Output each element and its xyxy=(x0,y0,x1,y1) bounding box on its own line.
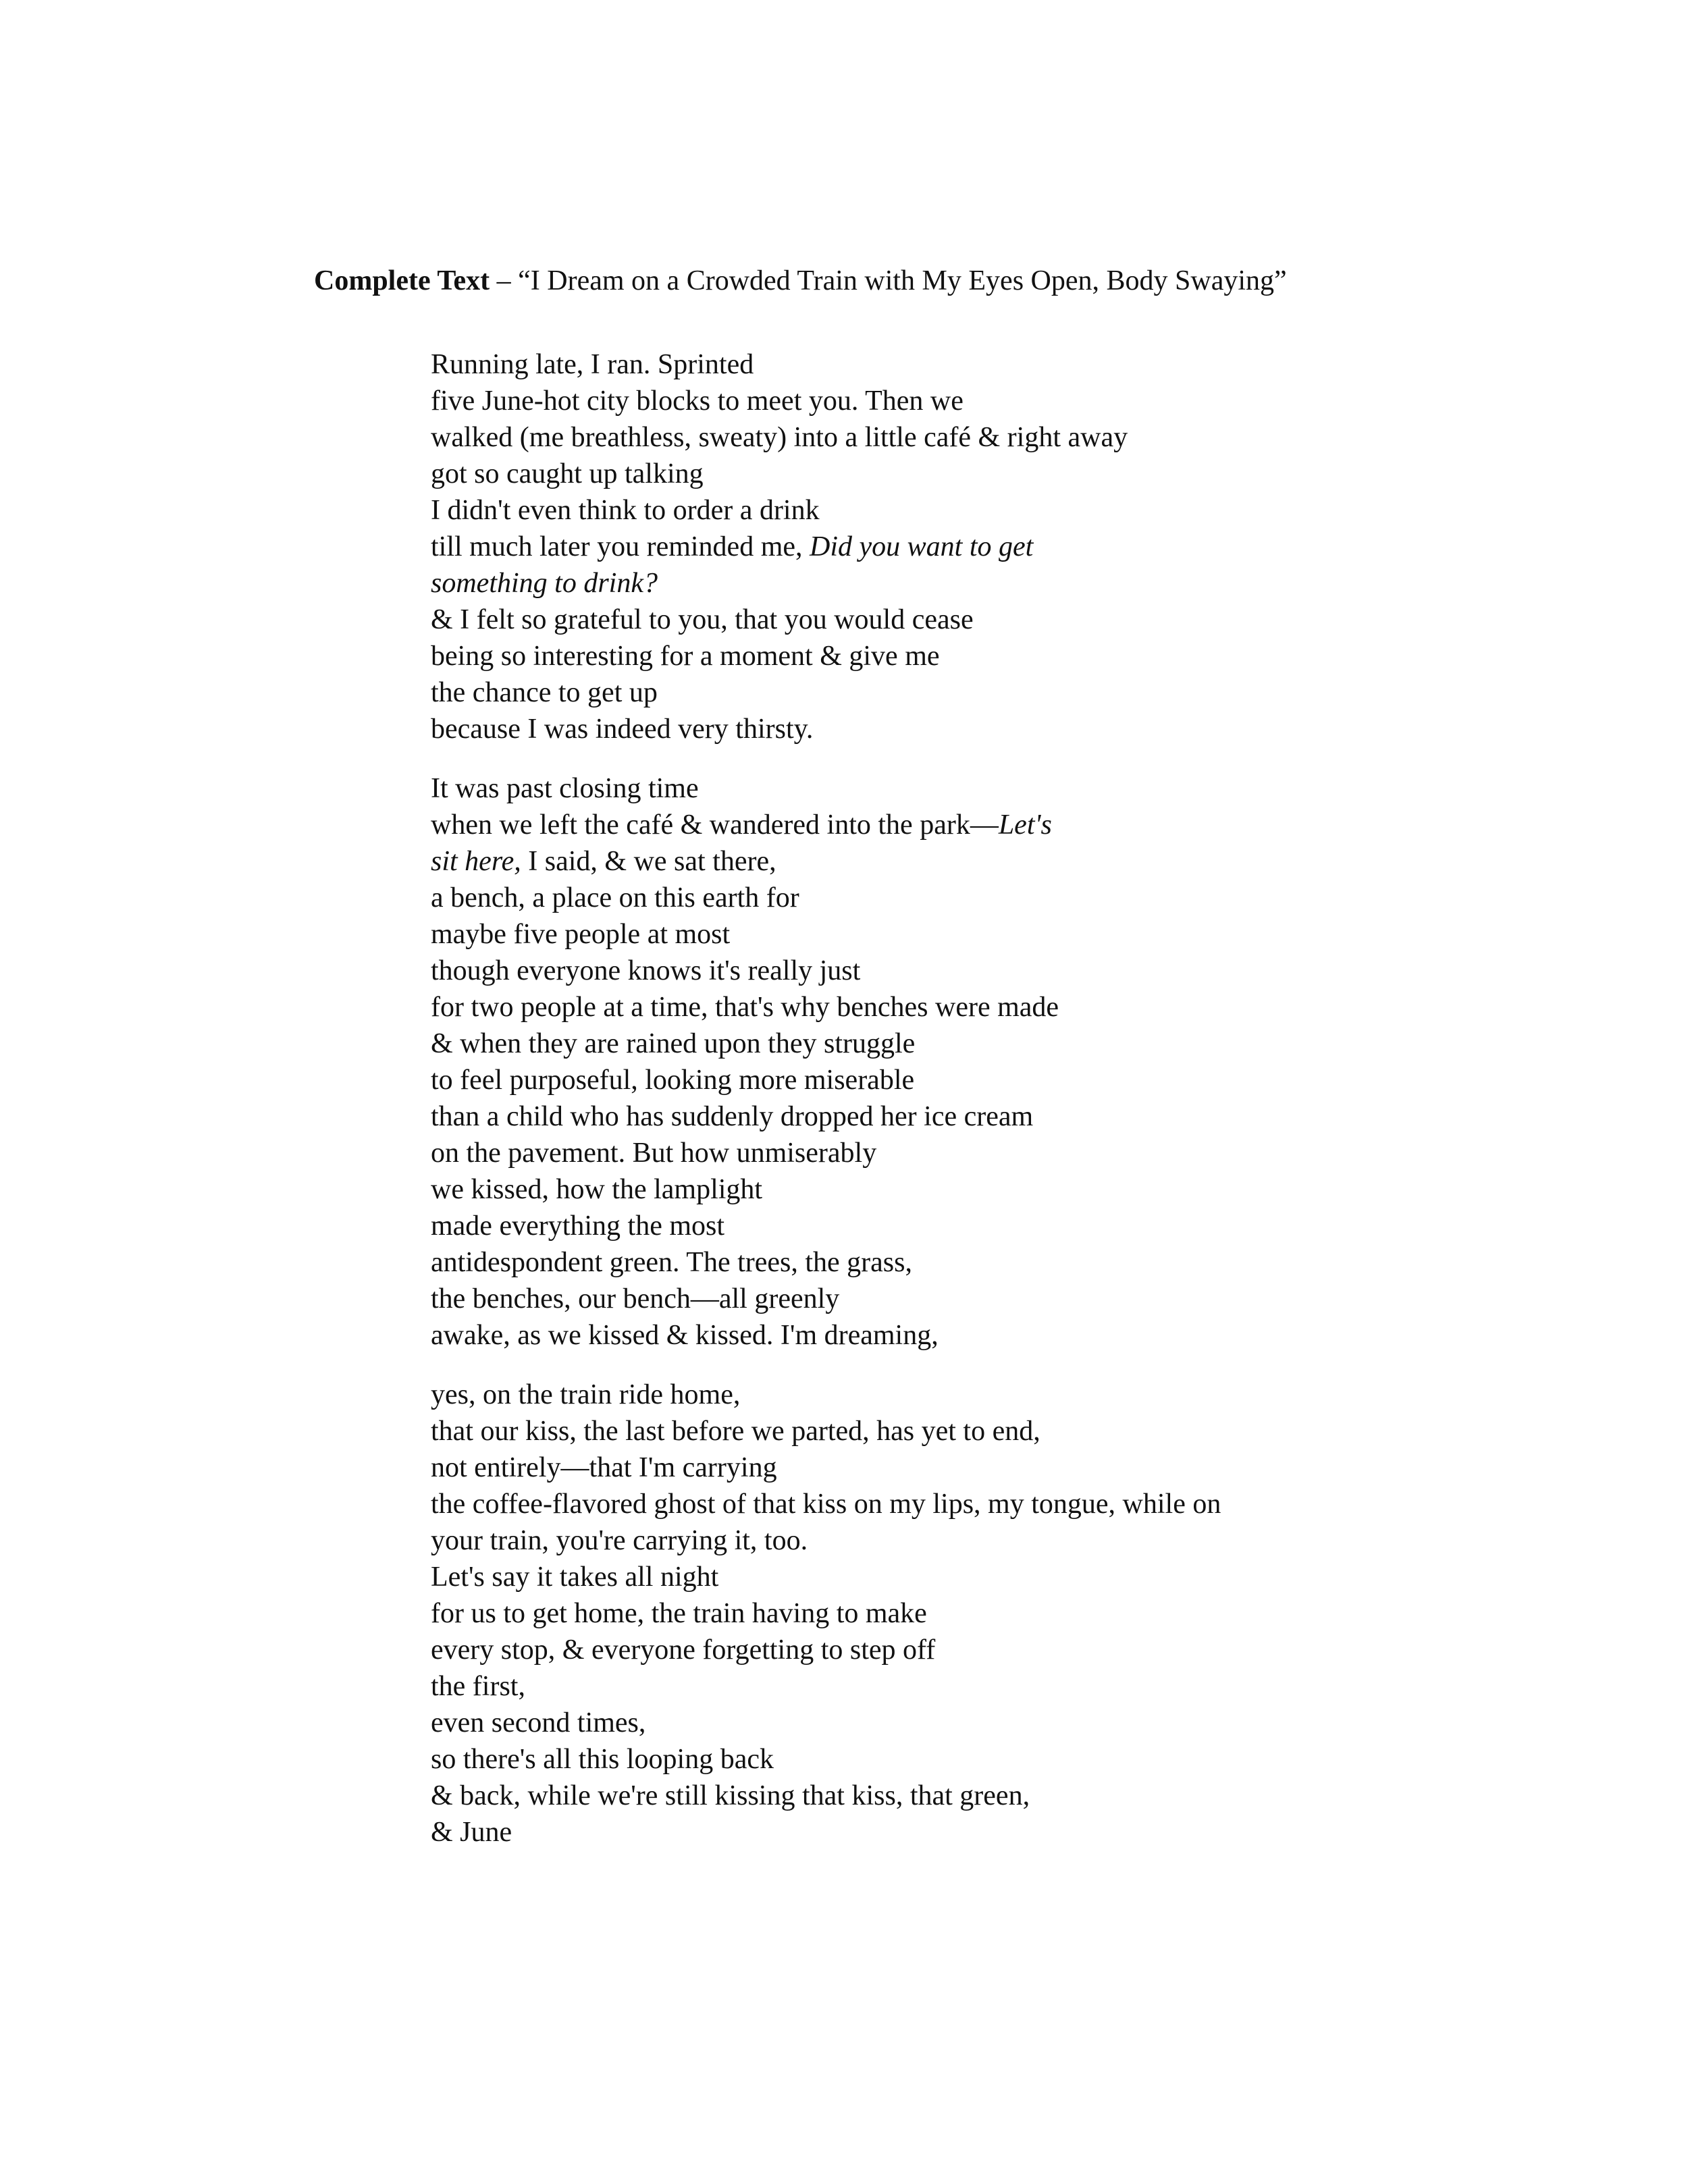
poem-line-text: so there's all this looping back xyxy=(431,1744,774,1775)
poem-line-text: every stop, & everyone forgetting to step off xyxy=(431,1634,936,1666)
poem-line-italic-text: sit here, xyxy=(431,846,521,877)
poem-line xyxy=(431,807,1221,843)
poem-line xyxy=(431,1595,1221,1632)
poem-line xyxy=(431,989,1221,1026)
poem-line xyxy=(431,1449,1221,1486)
poem-line-text: Running late, I ran. Sprinted xyxy=(431,349,754,380)
poem-line-text: being so interesting for a moment & give me xyxy=(431,641,940,672)
poem-line-text: & when they are rained upon they struggle xyxy=(431,1028,916,1059)
poem-line xyxy=(431,1171,1221,1208)
poem-line-text: antidespondent green. The trees, the grass, xyxy=(431,1247,912,1278)
heading-label: Complete Text xyxy=(314,265,490,296)
poem-line-text: the coffee-flavored ghost of that kiss on my lips, my tongue, while on xyxy=(431,1489,1221,1520)
poem-line-text: when we left the café & wandered into the park— xyxy=(431,809,999,841)
poem-line-text: on the pavement. But how unmiserably xyxy=(431,1138,877,1169)
poem-line-text: walked (me breathless, sweaty) into a little café & right away xyxy=(431,422,1128,453)
poem-line-text: though everyone knows it's really just xyxy=(431,955,861,986)
poem-line xyxy=(431,1668,1221,1705)
poem-line xyxy=(431,1026,1221,1062)
poem-line xyxy=(431,638,1221,674)
poem-line xyxy=(431,1632,1221,1668)
poem-line xyxy=(431,843,1221,880)
poem-line-text: the first, xyxy=(431,1671,525,1702)
poem-line xyxy=(431,1208,1221,1244)
poem-line-text: maybe five people at most xyxy=(431,919,731,950)
poem-line xyxy=(431,1244,1221,1281)
poem-line-text: till much later you reminded me, xyxy=(431,531,810,562)
poem-line-italic-text: something to drink? xyxy=(431,568,658,599)
poem-line-text: to feel purposeful, looking more miserable xyxy=(431,1065,915,1096)
poem-line-text: yes, on the train ride home, xyxy=(431,1379,741,1410)
poem-line-text: made everything the most xyxy=(431,1210,725,1242)
poem-line xyxy=(431,1062,1221,1098)
poem-line-text: Let's say it takes all night xyxy=(431,1562,719,1593)
poem-line xyxy=(431,1522,1221,1559)
heading-separator: – xyxy=(490,265,519,296)
poem-line xyxy=(431,770,1221,807)
poem-line-text: the chance to get up xyxy=(431,677,658,708)
poem-line xyxy=(431,1741,1221,1778)
poem-line-text: awake, as we kissed & kissed. I'm dreaming, xyxy=(431,1320,939,1351)
poem-line xyxy=(431,880,1221,916)
poem-title: “I Dream on a Crowded Train with My Eyes Open, Body Swaying” xyxy=(518,265,1287,296)
poem-line xyxy=(431,1317,1221,1354)
poem-line xyxy=(431,1135,1221,1171)
poem-line xyxy=(431,674,1221,711)
poem-line-text: & I felt so grateful to you, that you would cease xyxy=(431,604,974,635)
poem-line-text: even second times, xyxy=(431,1707,646,1738)
poem-line xyxy=(431,383,1221,419)
page-heading xyxy=(314,261,1287,301)
poem-line-text: for two people at a time, that's why benches were made xyxy=(431,992,1059,1023)
poem-stanza xyxy=(431,1377,1221,1850)
poem-line-text: the benches, our bench—all greenly xyxy=(431,1283,840,1314)
poem-line xyxy=(431,916,1221,953)
poem-line-text: that our kiss, the last before we parted, has yet to end, xyxy=(431,1416,1040,1447)
poem-line-italic-text: Did you want to get xyxy=(810,531,1034,562)
poem-line-italic-text: Let's xyxy=(998,809,1052,841)
poem-line-text: I said, & we sat there, xyxy=(521,846,776,877)
poem-line-text: & June xyxy=(431,1817,512,1848)
poem-line xyxy=(431,565,1221,602)
poem-line xyxy=(431,953,1221,989)
poem-line-text: not entirely—that I'm carrying xyxy=(431,1452,777,1483)
poem-line xyxy=(431,1413,1221,1449)
poem-body xyxy=(431,346,1221,1850)
poem-line-text: five June-hot city blocks to meet you. Then we xyxy=(431,385,964,417)
poem-line-text: I didn't even think to order a drink xyxy=(431,495,820,526)
poem-line-text: than a child who has suddenly dropped her ice cream xyxy=(431,1101,1034,1132)
poem-line-text: It was past closing time xyxy=(431,773,699,804)
poem-line xyxy=(431,1814,1221,1850)
poem-line-text: because I was indeed very thirsty. xyxy=(431,714,814,745)
poem-stanza xyxy=(431,346,1221,747)
poem-line-text: we kissed, how the lamplight xyxy=(431,1174,763,1205)
poem-line-text: for us to get home, the train having to make xyxy=(431,1598,927,1629)
poem-line xyxy=(431,1098,1221,1135)
poem-line-text: your train, you're carrying it, too. xyxy=(431,1525,808,1556)
poem-line xyxy=(431,602,1221,638)
poem-line xyxy=(431,346,1221,383)
poem-line xyxy=(431,1377,1221,1413)
poem-line xyxy=(431,1778,1221,1814)
poem-line xyxy=(431,419,1221,456)
poem-line xyxy=(431,456,1221,492)
poem-line xyxy=(431,1559,1221,1595)
poem-line xyxy=(431,1486,1221,1522)
poem-line xyxy=(431,711,1221,747)
poem-line xyxy=(431,492,1221,529)
poem-line-text: got so caught up talking xyxy=(431,458,704,489)
poem-line-text: a bench, a place on this earth for xyxy=(431,882,799,913)
poem-line-text: & back, while we're still kissing that kiss, that green, xyxy=(431,1780,1030,1811)
poem-line xyxy=(431,1705,1221,1741)
poem-line xyxy=(431,529,1221,565)
poem-line xyxy=(431,1281,1221,1317)
poem-stanza xyxy=(431,770,1221,1354)
